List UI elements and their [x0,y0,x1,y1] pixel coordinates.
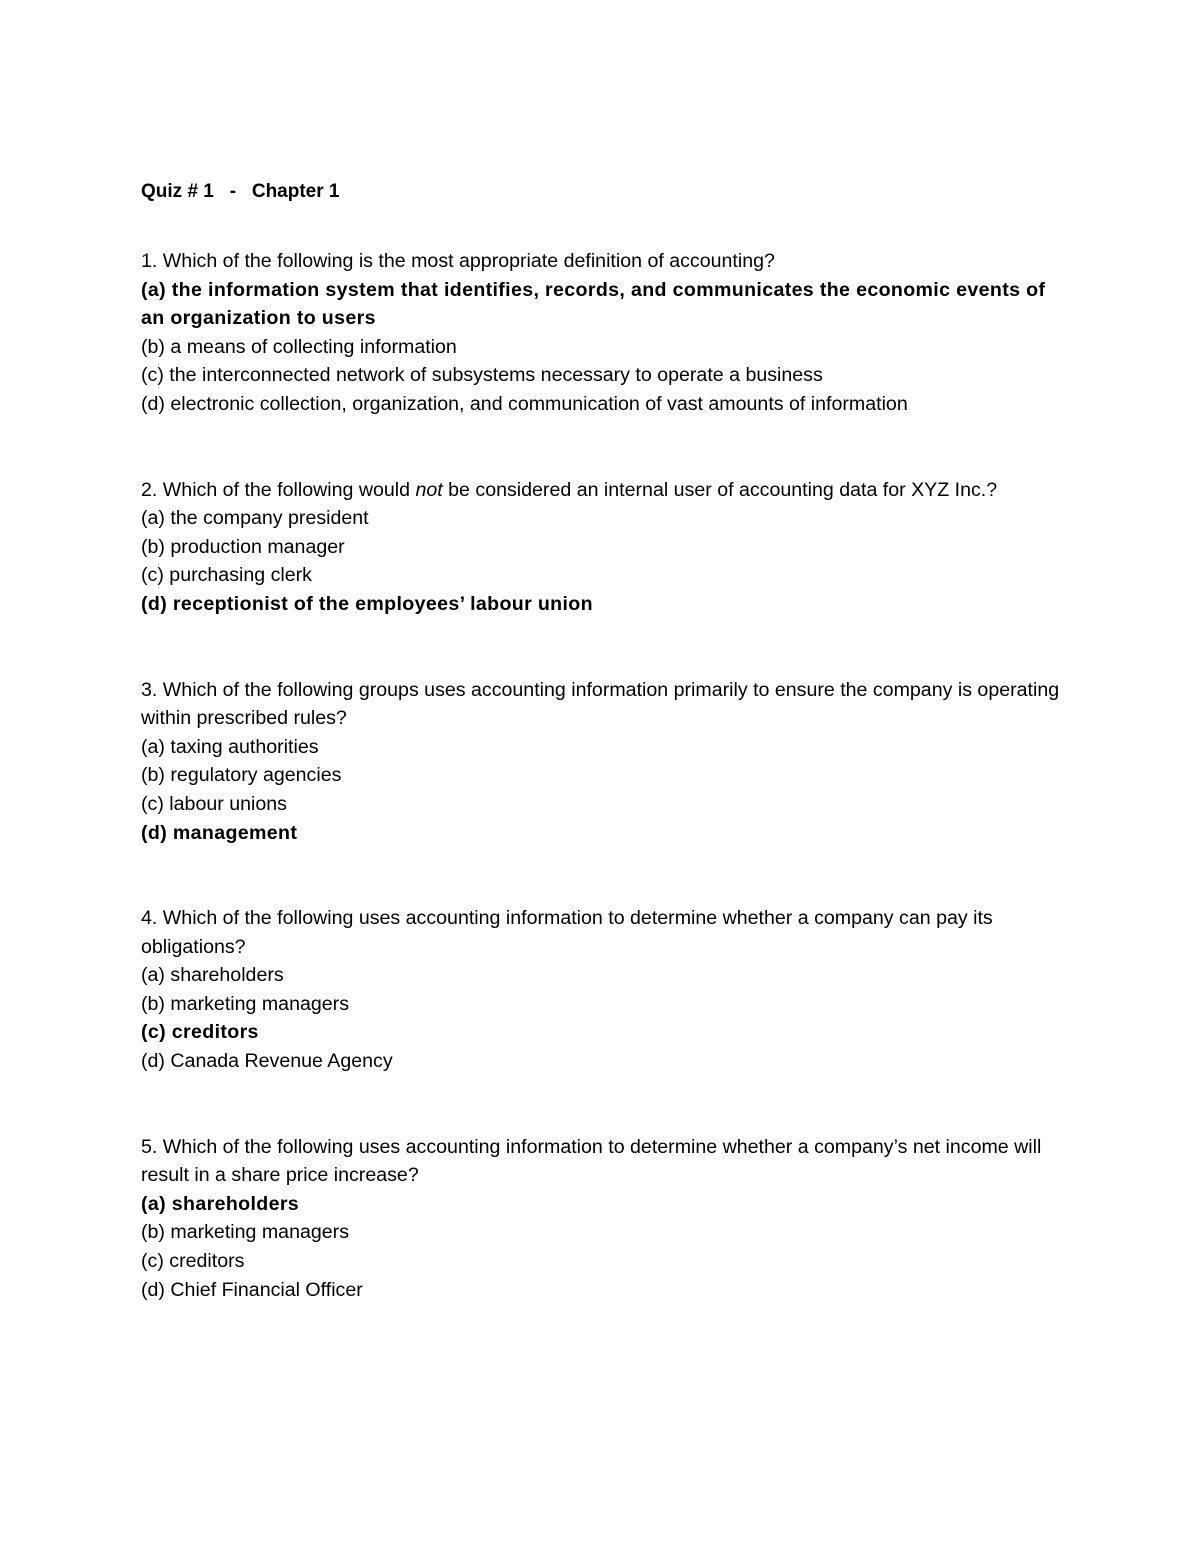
answer-option: (c) purchasing clerk [141,564,312,587]
question-number: 1. [141,250,158,272]
question-5 [141,1133,1071,1305]
page-title: Quiz # 1 - Chapter 1 [141,181,340,202]
quiz-page [141,178,1071,1361]
question-text [141,476,1071,505]
question-stem: Which of the following uses accounting information to determine whether a company can pay its obligations? [141,907,993,958]
question-list [141,247,1071,1304]
answer-option: (c) labour unions [141,792,287,815]
answer-option: (c) the interconnected network of subsystems necessary to operate a business [141,364,823,387]
question-stem-continued: be considered an internal user of accounting data for XYZ Inc.? [442,478,998,501]
answer-option: (a) the company president [141,507,369,530]
question-stem: Which of the following is the most appropriate definition of accounting? [162,250,775,272]
question-text [141,1133,1071,1190]
question-1 [141,247,1071,419]
answer-option: (b) marketing managers [141,1221,349,1244]
answer-option: (b) a means of collecting information [141,335,457,358]
answer-option-correct: (d) receptionist of the employees’ labour union [141,592,593,615]
answer-option-correct: (a) shareholders [141,1192,300,1215]
answer-option: (b) production manager [141,535,345,558]
question-2 [141,476,1071,619]
question-number: 4. [141,907,158,930]
question-number: 3. [141,678,158,701]
question-number: 2. [141,478,158,501]
question-text [141,676,1071,733]
answer-option: (a) taxing authorities [141,735,319,758]
question-text [141,904,1071,961]
answer-option: (d) Canada Revenue Agency [141,1050,393,1073]
question-emphasis: not [415,478,443,501]
answer-option-correct: (c) creditors [141,1021,259,1044]
answer-option: (a) shareholders [141,964,284,987]
question-text [141,247,1071,276]
question-4 [141,904,1071,1076]
answer-option: (d) electronic collection, organization, and communication of vast amounts of information [141,392,908,415]
question-stem: Which of the following uses accounting information to determine whether a company’s net income will result in a share price increase? [141,1135,1042,1187]
answer-option: (b) marketing managers [141,992,349,1015]
answer-option: (b) regulatory agencies [141,764,342,787]
question-stem: Which of the following would [162,478,416,501]
question-number: 5. [141,1135,158,1158]
question-3 [141,676,1071,848]
answer-option: (d) Chief Financial Officer [141,1278,363,1301]
answer-option: (c) creditors [141,1250,245,1273]
answer-option-correct: (d) management [141,821,298,844]
answer-option-correct: (a) the information system that identifies, records, and communicates the economic events of an organization to users [141,278,1046,330]
question-stem: Which of the following groups uses accounting information primarily to ensure the company is operating within prescribed rules? [141,678,1060,730]
